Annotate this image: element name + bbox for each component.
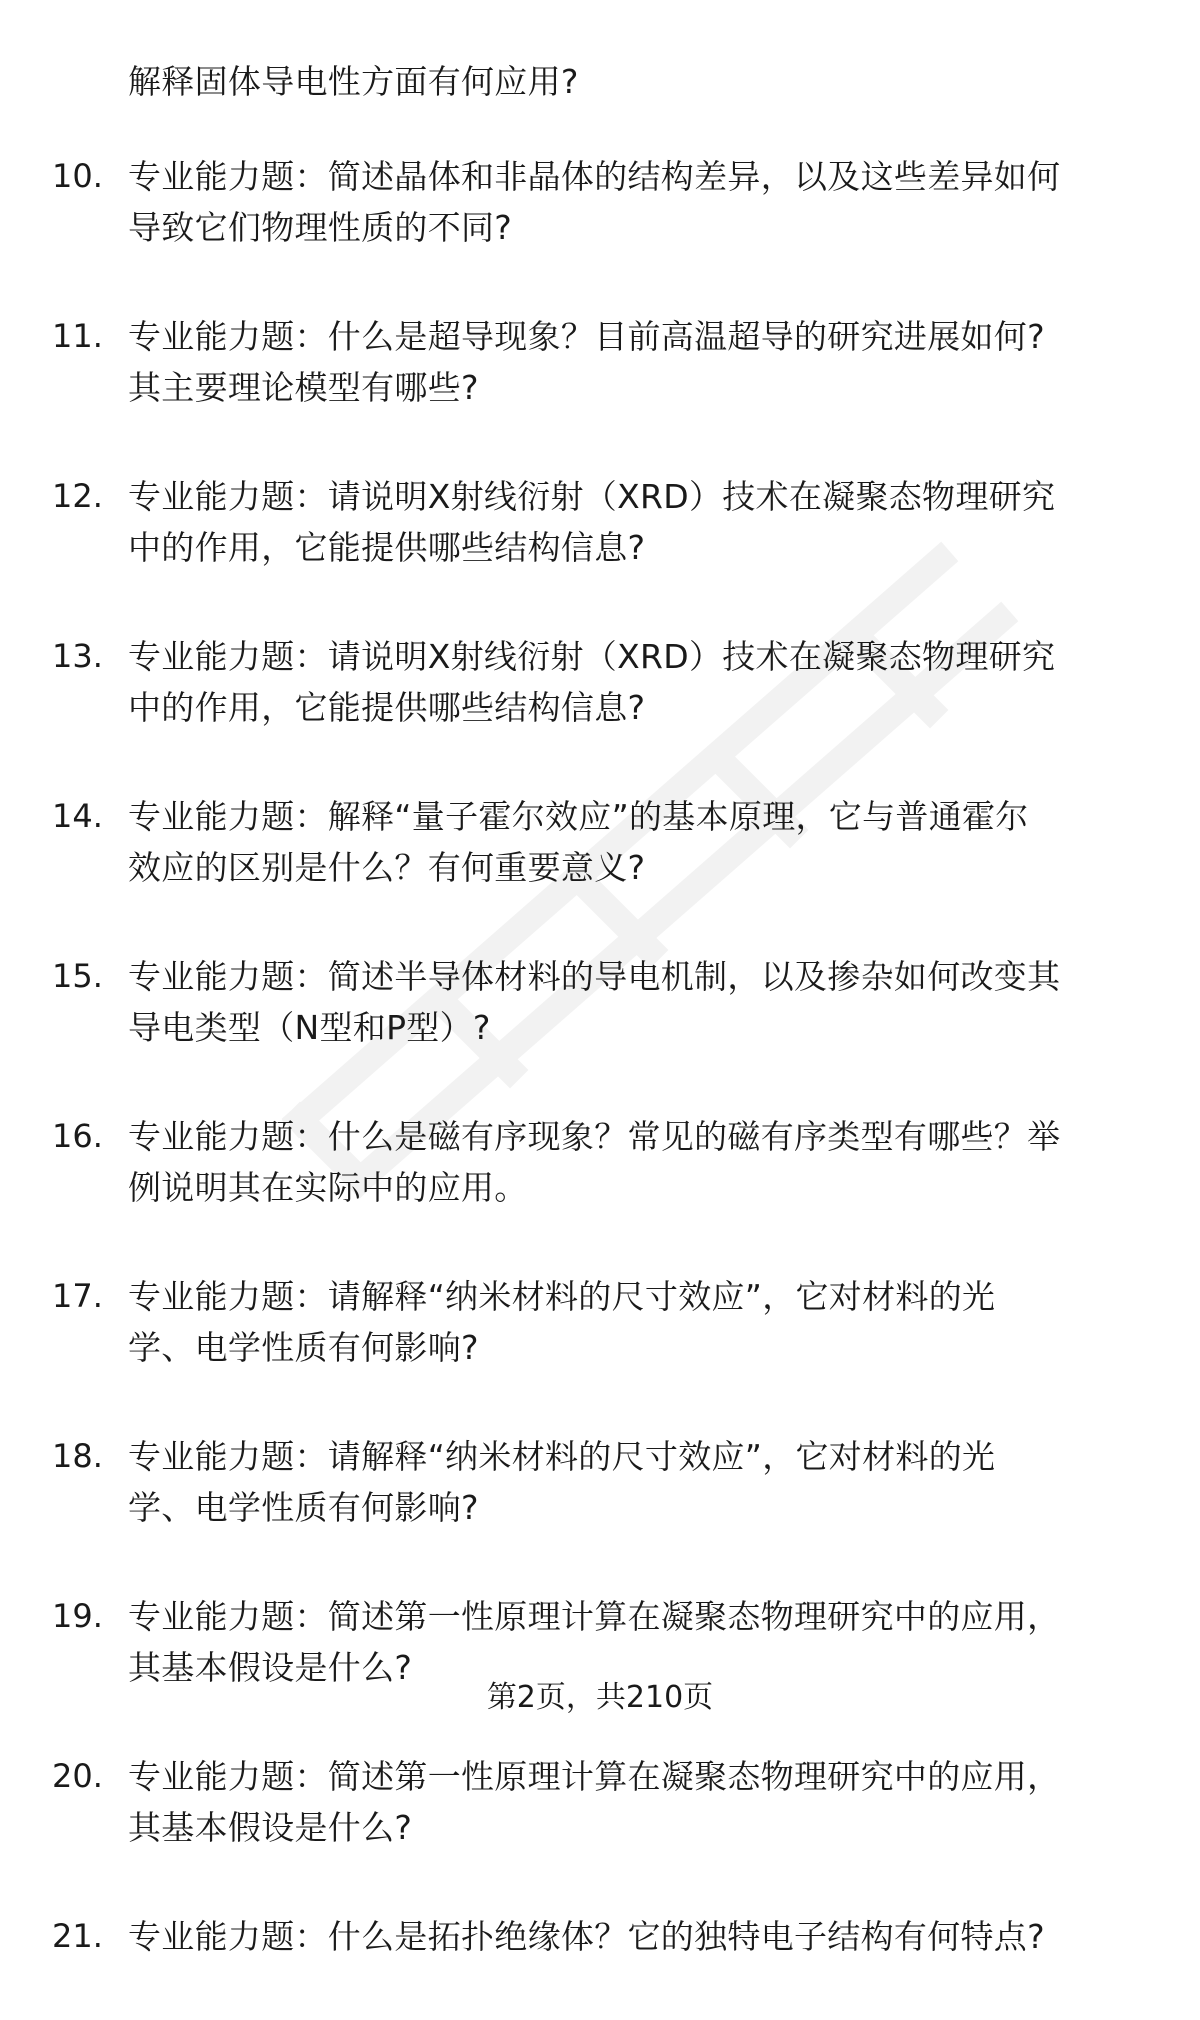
question-number: 17. (52, 1277, 103, 1315)
question-list (0, 56, 1200, 2020)
list-item (0, 951, 1200, 1053)
question-number: 16. (52, 1117, 103, 1155)
question-text: 专业能力题：什么是磁有序现象？常见的磁有序类型有哪些？举 例说明其在实际中的应用。 (128, 1117, 1061, 1207)
question-text: 专业能力题：什么是超导现象？目前高温超导的研究进展如何? 其主要理论模型有哪些? (128, 317, 1045, 407)
question-number: 21. (52, 1917, 103, 1955)
list-item (0, 56, 1200, 107)
list-item (0, 631, 1200, 733)
question-number: 11. (52, 317, 103, 355)
question-text: 专业能力题：什么是拓扑绝缘体？它的独特电子结构有何特点? (128, 1917, 1045, 1956)
question-text: 专业能力题：简述晶体和非晶体的结构差异，以及这些差异如何 导致它们物理性质的不同? (128, 157, 1061, 247)
list-item (0, 1431, 1200, 1533)
question-number: 15. (52, 957, 103, 995)
question-text: 专业能力题：简述第一性原理计算在凝聚态物理研究中的应用， 其基本假设是什么? (128, 1597, 1061, 1687)
list-item (0, 1911, 1200, 1962)
question-number: 20. (52, 1757, 103, 1795)
question-text: 专业能力题：简述第一性原理计算在凝聚态物理研究中的应用， 其基本假设是什么? (128, 1757, 1061, 1847)
question-text: 专业能力题：简述半导体材料的导电机制，以及掺杂如何改变其 导电类型（N型和P型）? (128, 957, 1061, 1047)
list-item (0, 311, 1200, 413)
question-text: 专业能力题：请说明X射线衍射（XRD）技术在凝聚态物理研究 中的作用，它能提供哪些结构信息? (128, 637, 1056, 727)
question-text: 专业能力题：请说明X射线衍射（XRD）技术在凝聚态物理研究 中的作用，它能提供哪些结构信息? (128, 477, 1056, 567)
list-item (0, 791, 1200, 893)
question-text: 专业能力题：请解释“纳米材料的尺寸效应”，它对材料的光 学、电学性质有何影响? (128, 1277, 996, 1367)
list-item (0, 1111, 1200, 1213)
question-text: 专业能力题：解释“量子霍尔效应”的基本原理，它与普通霍尔 效应的区别是什么？有何重要意义? (128, 797, 1029, 887)
question-number: 18. (52, 1437, 103, 1475)
question-number: 19. (52, 1597, 103, 1635)
question-text: 解释固体导电性方面有何应用? (128, 62, 579, 101)
page-footer: 第2页，共210页 (486, 1680, 714, 1715)
list-item (0, 471, 1200, 573)
list-item (0, 151, 1200, 253)
question-number: 12. (52, 477, 103, 515)
question-number: 14. (52, 797, 103, 835)
question-number: 10. (52, 157, 103, 195)
list-item (0, 1271, 1200, 1373)
question-number: 13. (52, 637, 103, 675)
list-item (0, 1751, 1200, 1853)
question-text: 专业能力题：请解释“纳米材料的尺寸效应”，它对材料的光 学、电学性质有何影响? (128, 1437, 996, 1527)
